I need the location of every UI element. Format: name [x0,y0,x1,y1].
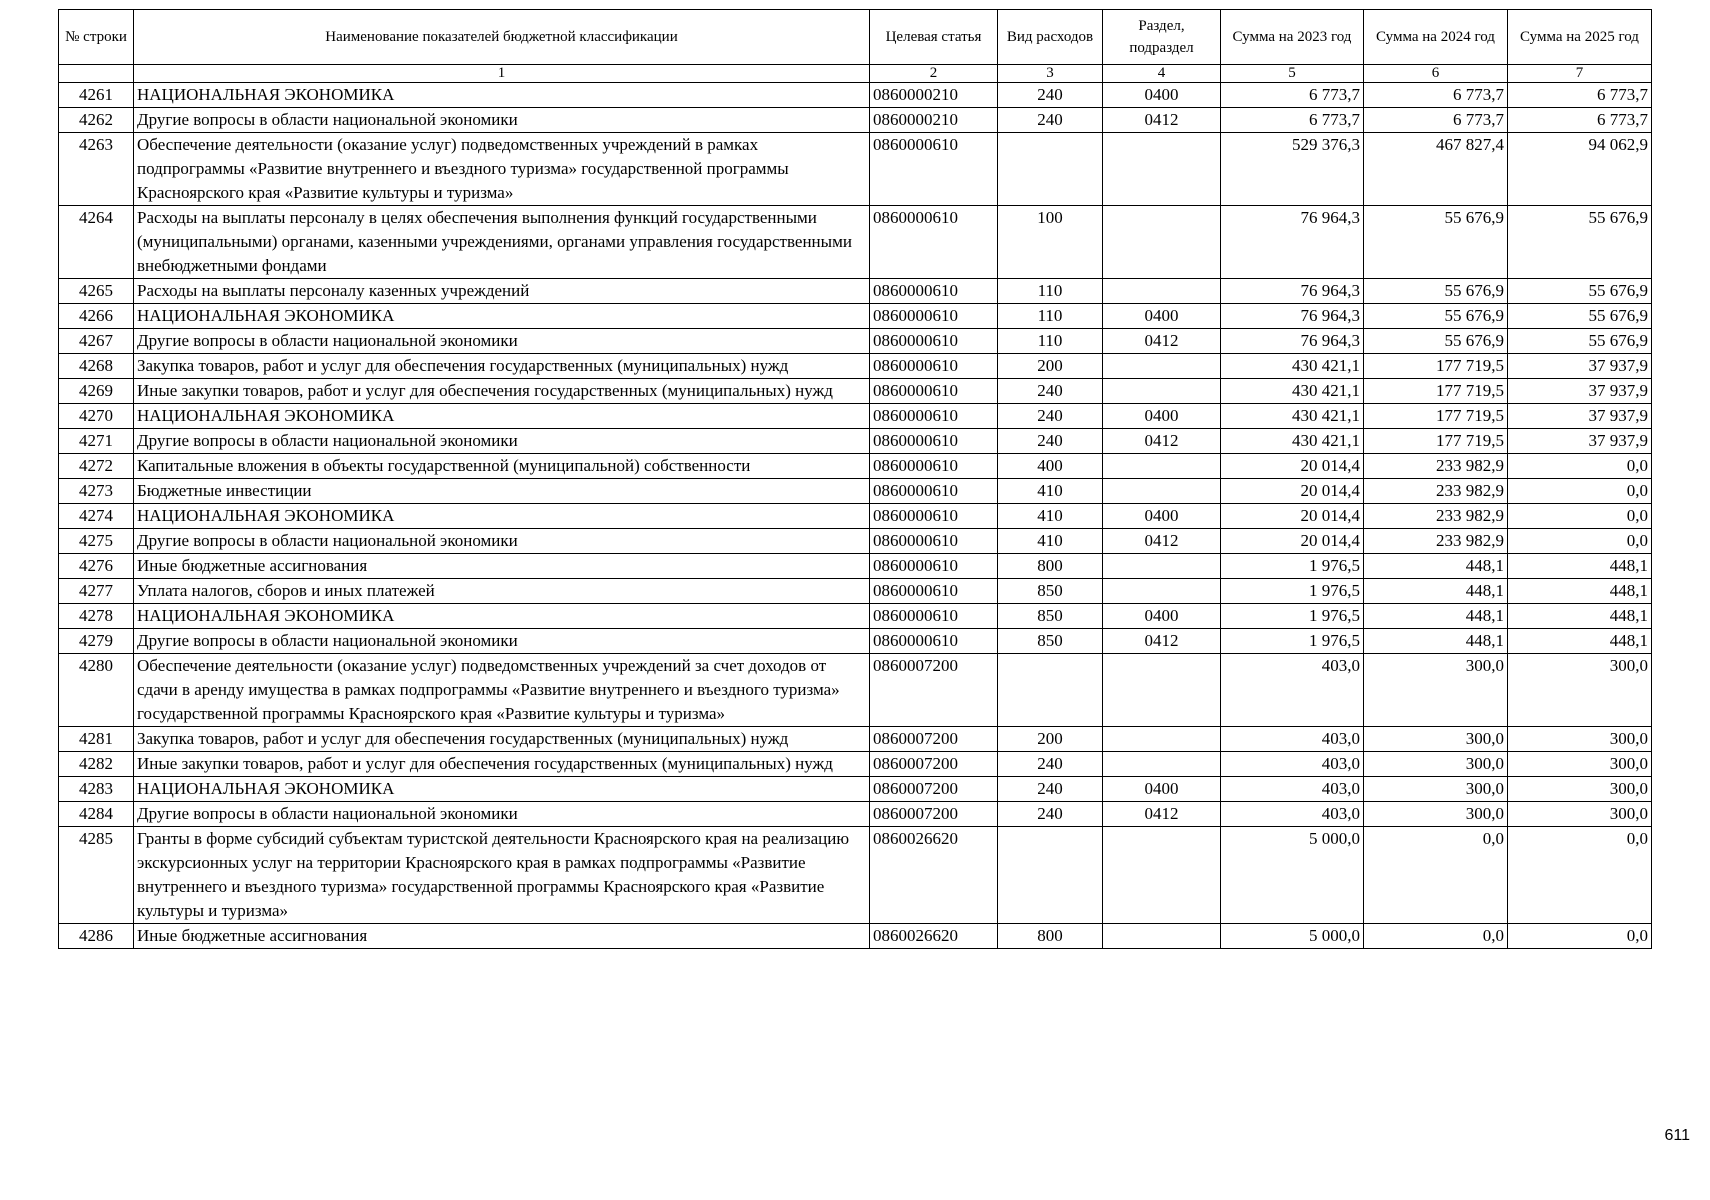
indicator-name-cell: Расходы на выплаты персоналу в целях обеспечения выполнения функций государственными (муниципальными) органами, казенными учреждениями, органами управления государственными внебюджетными фондами [134,206,870,279]
row-number-cell: 4277 [59,579,134,604]
sum-2023-cell: 403,0 [1221,727,1364,752]
section-cell [1103,133,1221,206]
sum-2024-cell: 448,1 [1364,629,1508,654]
budget-sheet [58,9,1651,949]
row-number-cell: 4261 [59,83,134,108]
sum-2025-cell: 37 937,9 [1508,404,1652,429]
indicator-name-cell: Гранты в форме субсидий субъектам туристской деятельности Красноярского края на реализацию экскурсионных услуг на территории Красноярского края в рамках подпрограммы «Развитие внутреннего и въездного туризма» государственной программы Красноярского края «Развитие культуры и туризма» [134,827,870,924]
header-section: Раздел, подраздел [1103,10,1221,65]
sum-2025-cell: 300,0 [1508,752,1652,777]
indicator-name-cell: Бюджетные инвестиции [134,479,870,504]
expense-type-cell: 850 [998,604,1103,629]
sum-2023-cell: 1 976,5 [1221,579,1364,604]
sum-2023-cell: 20 014,4 [1221,479,1364,504]
row-number-cell: 4271 [59,429,134,454]
target-code-cell: 0860000610 [870,304,998,329]
target-code-cell: 0860000210 [870,108,998,133]
sum-2024-cell: 55 676,9 [1364,329,1508,354]
section-cell [1103,554,1221,579]
sum-2023-cell: 430 421,1 [1221,429,1364,454]
indicator-name-cell: Иные бюджетные ассигнования [134,924,870,949]
sum-2024-cell: 177 719,5 [1364,404,1508,429]
column-number: 3 [998,65,1103,83]
sum-2024-cell: 300,0 [1364,752,1508,777]
indicator-name-cell: Другие вопросы в области национальной экономики [134,429,870,454]
table-row [59,133,1652,206]
target-code-cell: 0860000610 [870,604,998,629]
table-row [59,924,1652,949]
section-cell [1103,454,1221,479]
table-row [59,777,1652,802]
table-row [59,108,1652,133]
sum-2025-cell: 300,0 [1508,654,1652,727]
sum-2025-cell: 55 676,9 [1508,206,1652,279]
row-number-cell: 4267 [59,329,134,354]
indicator-name-cell: Другие вопросы в области национальной экономики [134,329,870,354]
expense-type-cell: 240 [998,108,1103,133]
section-cell: 0400 [1103,604,1221,629]
row-number-cell: 4280 [59,654,134,727]
sum-2025-cell: 448,1 [1508,629,1652,654]
column-number: 4 [1103,65,1221,83]
section-cell: 0400 [1103,304,1221,329]
sum-2023-cell: 20 014,4 [1221,504,1364,529]
sum-2024-cell: 55 676,9 [1364,279,1508,304]
table-row [59,554,1652,579]
section-cell [1103,924,1221,949]
header-expense-type: Вид расходов [998,10,1103,65]
section-cell: 0412 [1103,802,1221,827]
row-number-cell: 4281 [59,727,134,752]
target-code-cell: 0860000610 [870,206,998,279]
section-cell [1103,727,1221,752]
row-number-cell: 4284 [59,802,134,827]
sum-2025-cell: 55 676,9 [1508,329,1652,354]
sum-2023-cell: 403,0 [1221,777,1364,802]
row-number-cell: 4274 [59,504,134,529]
sum-2024-cell: 0,0 [1364,827,1508,924]
section-cell: 0412 [1103,529,1221,554]
target-code-cell: 0860000610 [870,554,998,579]
page-number: 611 [1664,1127,1690,1144]
sum-2024-cell: 233 982,9 [1364,454,1508,479]
indicator-name-cell: Обеспечение деятельности (оказание услуг) подведомственных учреждений за счет доходов от сдачи в аренду имущества в рамках подпрограммы «Развитие внутреннего и въездного туризма» государственной программы Красноярского края «Развитие культуры и туризма» [134,654,870,727]
expense-type-cell: 400 [998,454,1103,479]
section-cell: 0400 [1103,404,1221,429]
table-row [59,454,1652,479]
sum-2023-cell: 529 376,3 [1221,133,1364,206]
budget-table [58,9,1652,949]
column-number: 1 [134,65,870,83]
column-number-row [59,65,1652,83]
section-cell: 0412 [1103,629,1221,654]
sum-2025-cell: 37 937,9 [1508,354,1652,379]
expense-type-cell: 240 [998,752,1103,777]
expense-type-cell: 800 [998,924,1103,949]
header-target: Целевая статья [870,10,998,65]
sum-2023-cell: 430 421,1 [1221,379,1364,404]
table-row [59,752,1652,777]
header-row-no: № строки [59,10,134,65]
sum-2023-cell: 430 421,1 [1221,354,1364,379]
sum-2023-cell: 20 014,4 [1221,529,1364,554]
section-cell [1103,654,1221,727]
section-cell: 0412 [1103,108,1221,133]
sum-2023-cell: 5 000,0 [1221,827,1364,924]
header-sum-2025: Сумма на 2025 год [1508,10,1652,65]
sum-2023-cell: 1 976,5 [1221,629,1364,654]
target-code-cell: 0860000610 [870,529,998,554]
sum-2025-cell: 37 937,9 [1508,429,1652,454]
expense-type-cell: 410 [998,504,1103,529]
row-number-cell: 4266 [59,304,134,329]
sum-2024-cell: 448,1 [1364,579,1508,604]
target-code-cell: 0860000610 [870,454,998,479]
table-row [59,579,1652,604]
sum-2024-cell: 6 773,7 [1364,83,1508,108]
expense-type-cell: 410 [998,479,1103,504]
table-row [59,827,1652,924]
target-code-cell: 0860000610 [870,329,998,354]
section-cell [1103,579,1221,604]
section-cell: 0400 [1103,504,1221,529]
sum-2023-cell: 76 964,3 [1221,206,1364,279]
sum-2024-cell: 177 719,5 [1364,354,1508,379]
sum-2025-cell: 94 062,9 [1508,133,1652,206]
target-code-cell: 0860026620 [870,924,998,949]
header-row [59,10,1652,65]
target-code-cell: 0860000610 [870,479,998,504]
expense-type-cell: 110 [998,279,1103,304]
sum-2024-cell: 467 827,4 [1364,133,1508,206]
section-cell [1103,827,1221,924]
sum-2025-cell: 55 676,9 [1508,304,1652,329]
expense-type-cell [998,827,1103,924]
expense-type-cell: 850 [998,629,1103,654]
sum-2025-cell: 0,0 [1508,924,1652,949]
target-code-cell: 0860000610 [870,354,998,379]
target-code-cell: 0860000610 [870,579,998,604]
indicator-name-cell: Расходы на выплаты персоналу казенных учреждений [134,279,870,304]
indicator-name-cell: НАЦИОНАЛЬНАЯ ЭКОНОМИКА [134,777,870,802]
target-code-cell: 0860000610 [870,504,998,529]
expense-type-cell: 240 [998,404,1103,429]
sum-2023-cell: 20 014,4 [1221,454,1364,479]
column-number: 5 [1221,65,1364,83]
sum-2023-cell: 76 964,3 [1221,329,1364,354]
target-code-cell: 0860000610 [870,429,998,454]
row-number-cell: 4273 [59,479,134,504]
target-code-cell: 0860000610 [870,279,998,304]
column-number: 7 [1508,65,1652,83]
section-cell [1103,752,1221,777]
sum-2025-cell: 448,1 [1508,579,1652,604]
sum-2024-cell: 448,1 [1364,554,1508,579]
sum-2025-cell: 6 773,7 [1508,83,1652,108]
sum-2024-cell: 233 982,9 [1364,479,1508,504]
sum-2025-cell: 300,0 [1508,777,1652,802]
expense-type-cell: 240 [998,777,1103,802]
expense-type-cell: 240 [998,802,1103,827]
sum-2025-cell: 0,0 [1508,479,1652,504]
row-number-cell: 4285 [59,827,134,924]
section-cell [1103,354,1221,379]
expense-type-cell [998,654,1103,727]
sum-2023-cell: 403,0 [1221,654,1364,727]
sum-2024-cell: 177 719,5 [1364,379,1508,404]
sum-2024-cell: 177 719,5 [1364,429,1508,454]
row-number-cell: 4276 [59,554,134,579]
table-row [59,83,1652,108]
target-code-cell: 0860000210 [870,83,998,108]
table-row [59,279,1652,304]
column-number [59,65,134,83]
sum-2024-cell: 55 676,9 [1364,206,1508,279]
sum-2024-cell: 448,1 [1364,604,1508,629]
row-number-cell: 4262 [59,108,134,133]
indicator-name-cell: Капитальные вложения в объекты государственной (муниципальной) собственности [134,454,870,479]
sum-2023-cell: 76 964,3 [1221,279,1364,304]
table-body [59,65,1652,949]
expense-type-cell: 410 [998,529,1103,554]
row-number-cell: 4264 [59,206,134,279]
row-number-cell: 4283 [59,777,134,802]
sum-2024-cell: 300,0 [1364,654,1508,727]
sum-2025-cell: 300,0 [1508,802,1652,827]
table-row [59,802,1652,827]
table-row [59,404,1652,429]
table-row [59,329,1652,354]
section-cell [1103,379,1221,404]
row-number-cell: 4279 [59,629,134,654]
target-code-cell: 0860007200 [870,727,998,752]
section-cell [1103,206,1221,279]
sum-2025-cell: 0,0 [1508,827,1652,924]
sum-2024-cell: 6 773,7 [1364,108,1508,133]
section-cell: 0412 [1103,429,1221,454]
indicator-name-cell: НАЦИОНАЛЬНАЯ ЭКОНОМИКА [134,404,870,429]
row-number-cell: 4275 [59,529,134,554]
indicator-name-cell: Другие вопросы в области национальной экономики [134,629,870,654]
expense-type-cell: 800 [998,554,1103,579]
sum-2024-cell: 55 676,9 [1364,304,1508,329]
header-sum-2023: Сумма на 2023 год [1221,10,1364,65]
expense-type-cell: 110 [998,304,1103,329]
header-name: Наименование показателей бюджетной классификации [134,10,870,65]
sum-2023-cell: 403,0 [1221,752,1364,777]
table-row [59,604,1652,629]
target-code-cell: 0860026620 [870,827,998,924]
section-cell [1103,479,1221,504]
expense-type-cell: 100 [998,206,1103,279]
section-cell: 0412 [1103,329,1221,354]
table-row [59,429,1652,454]
sum-2025-cell: 0,0 [1508,529,1652,554]
indicator-name-cell: Другие вопросы в области национальной экономики [134,529,870,554]
indicator-name-cell: НАЦИОНАЛЬНАЯ ЭКОНОМИКА [134,304,870,329]
table-row [59,504,1652,529]
sum-2023-cell: 76 964,3 [1221,304,1364,329]
expense-type-cell: 200 [998,354,1103,379]
indicator-name-cell: Другие вопросы в области национальной экономики [134,108,870,133]
table-row [59,629,1652,654]
sum-2023-cell: 6 773,7 [1221,108,1364,133]
target-code-cell: 0860007200 [870,777,998,802]
sum-2023-cell: 1 976,5 [1221,604,1364,629]
sum-2023-cell: 5 000,0 [1221,924,1364,949]
indicator-name-cell: Иные закупки товаров, работ и услуг для обеспечения государственных (муниципальных) нужд [134,379,870,404]
table-row [59,379,1652,404]
sum-2023-cell: 403,0 [1221,802,1364,827]
target-code-cell: 0860000610 [870,629,998,654]
sum-2025-cell: 448,1 [1508,604,1652,629]
target-code-cell: 0860000610 [870,133,998,206]
sum-2025-cell: 55 676,9 [1508,279,1652,304]
indicator-name-cell: Иные бюджетные ассигнования [134,554,870,579]
expense-type-cell: 850 [998,579,1103,604]
indicator-name-cell: НАЦИОНАЛЬНАЯ ЭКОНОМИКА [134,604,870,629]
expense-type-cell: 110 [998,329,1103,354]
row-number-cell: 4270 [59,404,134,429]
sum-2024-cell: 233 982,9 [1364,504,1508,529]
section-cell [1103,279,1221,304]
expense-type-cell [998,133,1103,206]
row-number-cell: 4278 [59,604,134,629]
row-number-cell: 4269 [59,379,134,404]
sum-2025-cell: 300,0 [1508,727,1652,752]
sum-2025-cell: 37 937,9 [1508,379,1652,404]
target-code-cell: 0860007200 [870,752,998,777]
target-code-cell: 0860007200 [870,802,998,827]
table-row [59,529,1652,554]
sum-2024-cell: 300,0 [1364,802,1508,827]
sum-2024-cell: 300,0 [1364,777,1508,802]
indicator-name-cell: Закупка товаров, работ и услуг для обеспечения государственных (муниципальных) нужд [134,354,870,379]
row-number-cell: 4282 [59,752,134,777]
row-number-cell: 4268 [59,354,134,379]
sum-2025-cell: 6 773,7 [1508,108,1652,133]
table-row [59,206,1652,279]
table-row [59,727,1652,752]
sum-2023-cell: 1 976,5 [1221,554,1364,579]
sum-2023-cell: 430 421,1 [1221,404,1364,429]
sum-2024-cell: 0,0 [1364,924,1508,949]
target-code-cell: 0860000610 [870,404,998,429]
table-row [59,654,1652,727]
sum-2023-cell: 6 773,7 [1221,83,1364,108]
table-row [59,304,1652,329]
column-number: 2 [870,65,998,83]
row-number-cell: 4263 [59,133,134,206]
indicator-name-cell: НАЦИОНАЛЬНАЯ ЭКОНОМИКА [134,83,870,108]
expense-type-cell: 240 [998,429,1103,454]
section-cell: 0400 [1103,83,1221,108]
table-row [59,354,1652,379]
expense-type-cell: 240 [998,379,1103,404]
sum-2025-cell: 0,0 [1508,504,1652,529]
indicator-name-cell: НАЦИОНАЛЬНАЯ ЭКОНОМИКА [134,504,870,529]
row-number-cell: 4286 [59,924,134,949]
header-sum-2024: Сумма на 2024 год [1364,10,1508,65]
table-row [59,479,1652,504]
indicator-name-cell: Закупка товаров, работ и услуг для обеспечения государственных (муниципальных) нужд [134,727,870,752]
target-code-cell: 0860000610 [870,379,998,404]
section-cell: 0400 [1103,777,1221,802]
column-number: 6 [1364,65,1508,83]
indicator-name-cell: Уплата налогов, сборов и иных платежей [134,579,870,604]
sum-2024-cell: 233 982,9 [1364,529,1508,554]
target-code-cell: 0860007200 [870,654,998,727]
indicator-name-cell: Другие вопросы в области национальной экономики [134,802,870,827]
sum-2025-cell: 448,1 [1508,554,1652,579]
indicator-name-cell: Обеспечение деятельности (оказание услуг) подведомственных учреждений в рамках подпрограммы «Развитие внутреннего и въездного туризма» государственной программы Красноярского края «Развитие культуры и туризма» [134,133,870,206]
row-number-cell: 4272 [59,454,134,479]
expense-type-cell: 240 [998,83,1103,108]
sum-2024-cell: 300,0 [1364,727,1508,752]
indicator-name-cell: Иные закупки товаров, работ и услуг для обеспечения государственных (муниципальных) нужд [134,752,870,777]
sum-2025-cell: 0,0 [1508,454,1652,479]
row-number-cell: 4265 [59,279,134,304]
expense-type-cell: 200 [998,727,1103,752]
